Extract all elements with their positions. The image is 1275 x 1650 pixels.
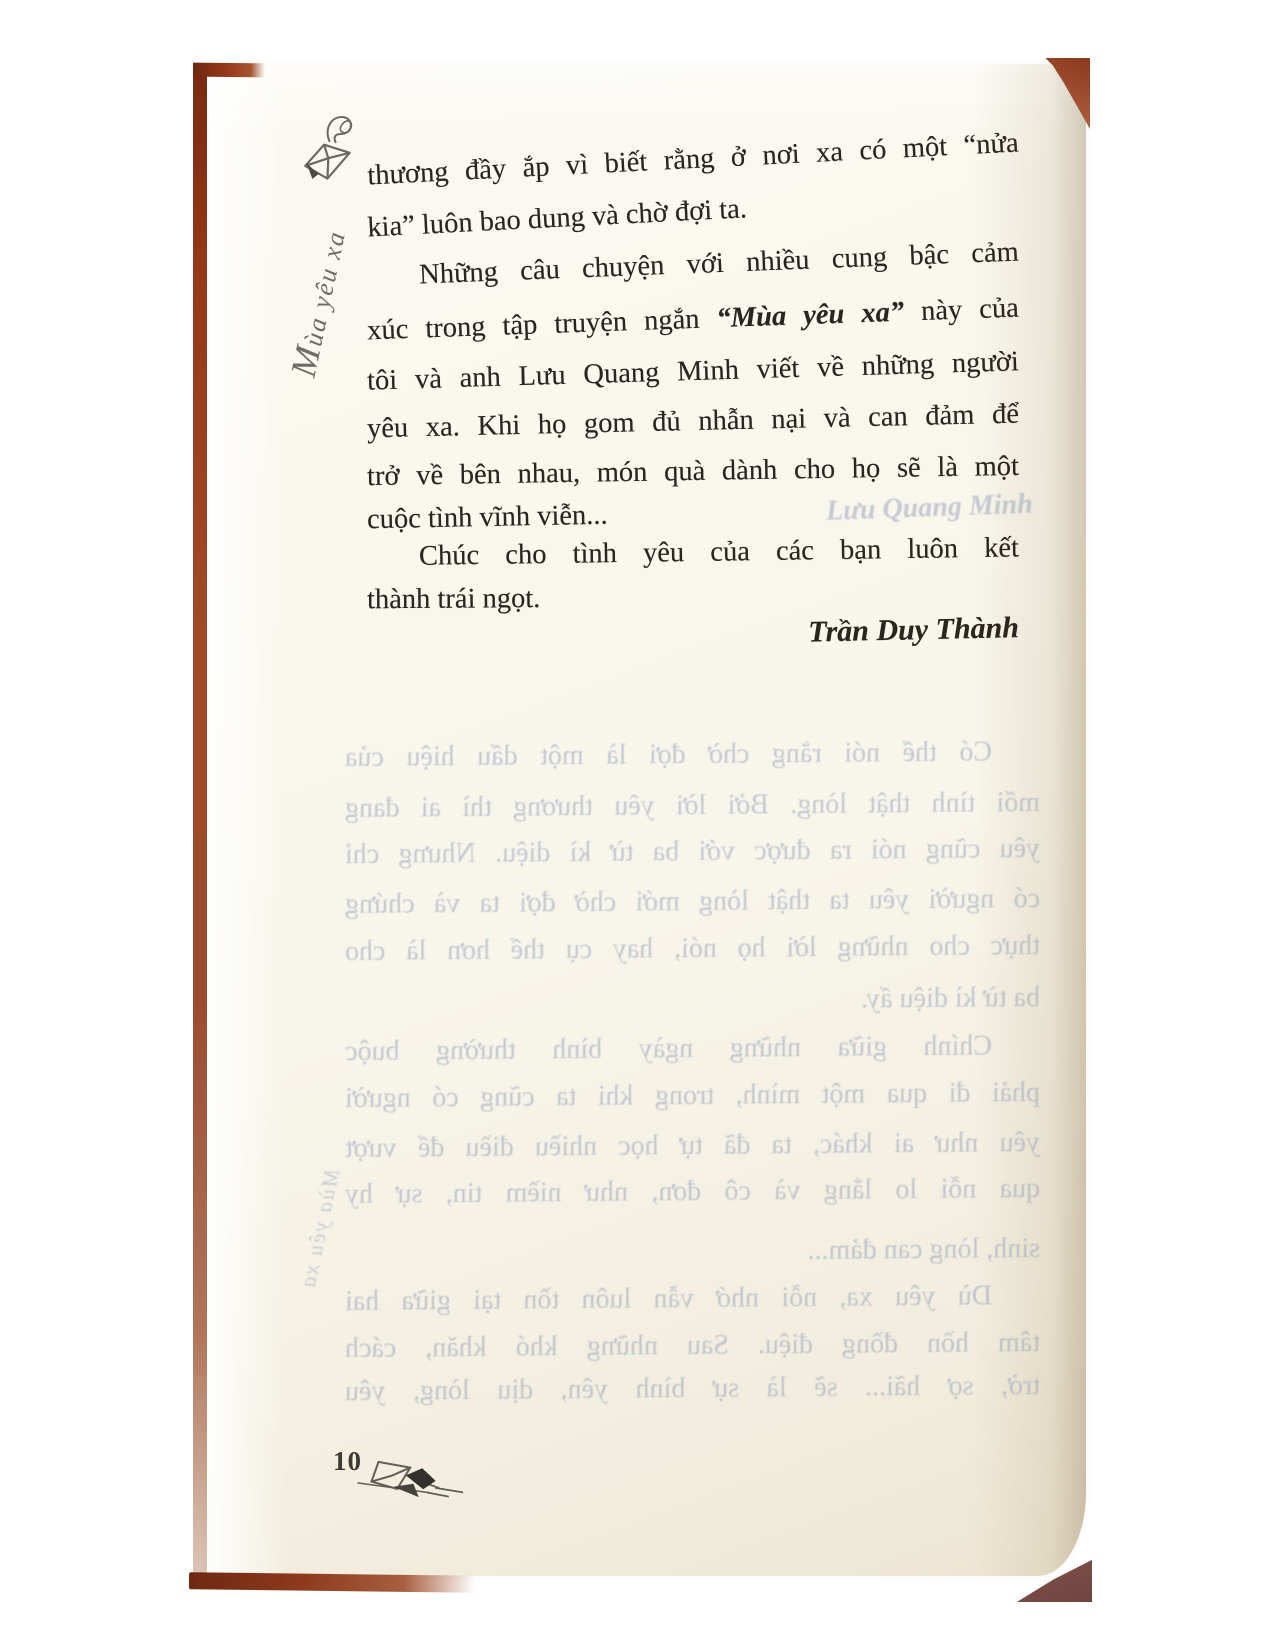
page-number: 10 — [333, 1446, 362, 1476]
bleedthrough-text-line: tâm hồn đồng điệu. Sau những khó khăn, cách — [344, 1326, 1041, 1365]
bleedthrough-text-line: phải đi qua một mình, trong khi ta cũng có người — [344, 1076, 1041, 1115]
body-text-line — [367, 289, 1020, 352]
margin-series-title: Mùa yêu xa — [282, 227, 352, 381]
body-text-line: cuộc tình vĩnh viễn... — [366, 499, 608, 536]
body-text-line: thành trái ngọt. — [366, 583, 541, 616]
author-signature: Trần Duy Thành — [807, 611, 1020, 649]
book-page — [206, 64, 1086, 1576]
body-text-line: tôi và anh Lưu Quang Minh viết về những người — [366, 346, 1020, 397]
body-text-segment: xúc trong tập truyện ngắn — [366, 303, 718, 347]
bleedthrough-text-line: ba từ kì diệu ấy. — [860, 981, 1041, 1015]
body-text-line: thương đầy ắp vì biết rằng ở nơi xa có một “nửa — [366, 127, 1020, 192]
bleedthrough-text-line: thực cho những lời họ nói, hay cụ thể hơn là cho — [344, 929, 1041, 968]
bleedthrough-text-line: có người yêu ta thật lòng mới chờ đợi ta và chứng — [344, 882, 1041, 921]
bleedthrough-text-line: trở, sợ hãi... sẽ là sự bình yên, dịu lòng, yêu — [344, 1369, 1041, 1408]
bleedthrough-text-line: Dù yêu xa, nỗi nhớ vẫn luôn tồn tại giữa hai — [344, 1280, 993, 1318]
body-text-line: Những câu chuyện với nhiều cung bậc cảm — [418, 236, 1020, 291]
body-text-line: trở về bên nhau, món quà dành cho họ sẽ là một — [366, 450, 1020, 493]
book-cover-edge-bottom-left — [189, 1572, 475, 1592]
body-text-segment: này của — [903, 292, 1020, 328]
book-title-emphasis: “Mùa yêu xa” — [715, 296, 905, 335]
bleedthrough-signature: Lưu Quang Minh — [825, 488, 1034, 527]
book-cover-edge-top-left — [193, 63, 265, 78]
paper-boat-doodle-icon — [356, 1437, 479, 1509]
bleedthrough-text-line: Có thể nói rằng chờ đợi là một dấu hiệu của — [344, 736, 993, 774]
bleedthrough-text-line: Chính giữa những ngày bình thường buộc — [344, 1030, 993, 1068]
bleedthrough-margin-title: Mùa yêu xa — [294, 1166, 345, 1292]
bleedthrough-text-line: yêu cũng nói ra được với ba từ kì diệu. Nhưng chỉ — [344, 832, 1041, 871]
body-text-line: yêu xa. Khi họ gom đủ nhẫn nại và can đảm để — [366, 398, 1020, 445]
book-cover-edge-left — [193, 64, 207, 1576]
bleedthrough-text-line: yêu như ai khác, ta đã tự học nhiều điều để vượt — [344, 1126, 1041, 1165]
body-text-line: Chúc cho tình yêu của các bạn luôn kết — [418, 532, 1020, 572]
body-text-block — [367, 64, 1019, 704]
bleedthrough-text-line: qua nỗi lo lắng và cô đơn, như niềm tin, sự hy — [344, 1172, 1041, 1211]
bleedthrough-text-line: mối tình thật lòng. Bởi lời yêu thương thì ai đang — [344, 786, 1041, 825]
body-text-line: kia” luôn bao dung và chờ đợi ta. — [366, 193, 748, 244]
bleedthrough-text-line: sinh, lòng can đảm... — [807, 1232, 1041, 1266]
